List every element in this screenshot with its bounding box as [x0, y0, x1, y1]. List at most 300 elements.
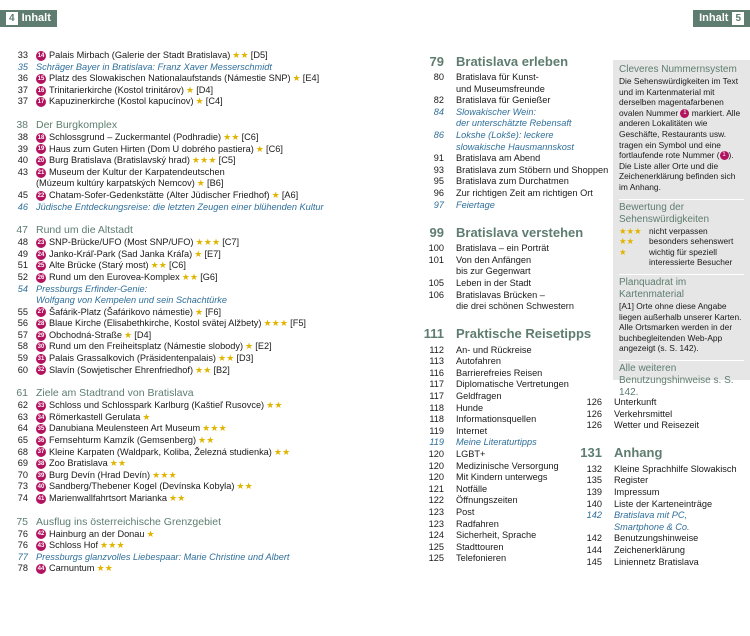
chapter-heading [10, 223, 385, 237]
grid-ref: [C6] [266, 143, 283, 154]
sight-number-pin-icon: 26 [37, 274, 45, 281]
section-page-number: 111 [423, 326, 444, 342]
rating-stars: ★★★ [100, 540, 125, 551]
rating-label: nicht verpassen [649, 225, 708, 236]
toc-entry [10, 540, 385, 552]
entry-title: Bratislava – ein Porträt [456, 243, 549, 254]
entry-title: LGBT+ [456, 449, 486, 460]
rating-stars: ★★ [195, 364, 212, 375]
entry-title: Schloss Hof [49, 540, 99, 551]
rating-stars: ★ [142, 411, 151, 422]
toc-entry [572, 545, 750, 557]
page-number: 80 [433, 72, 444, 82]
page-number: 35 [17, 61, 28, 72]
page-number: 123 [428, 507, 444, 517]
toc-entry [10, 260, 385, 272]
toc-entry [414, 290, 614, 302]
entry-title: Rund um den Freiheitsplatz (Námestie slobody) [49, 341, 244, 352]
legend-sidebar [613, 60, 750, 398]
page-number: 112 [429, 344, 444, 355]
entry-title: Barrierefreies Reisen [456, 367, 543, 378]
toc-entry [572, 475, 750, 487]
spacer [10, 376, 385, 386]
entry-title: Verkehrsmittel [614, 408, 673, 419]
rating-stars: ★ [619, 246, 627, 257]
page-number: 77 [17, 551, 28, 562]
entry-title: Notfälle [456, 483, 488, 494]
toc-entry [572, 510, 750, 522]
toc-entry [414, 188, 614, 200]
entry-title: An- und Rückreise [456, 344, 532, 355]
page-number: 120 [428, 449, 444, 460]
sight-number-pin-icon: 37 [37, 449, 45, 456]
rating-stars: ★★★ [152, 469, 177, 480]
grid-ref: [F5] [290, 318, 306, 329]
page-title-right: Inhalt [699, 12, 729, 24]
sight-number-pin-icon: 34 [37, 414, 45, 421]
entry-title: Feiertage [456, 199, 495, 210]
entry-title: Schräger Bayer in Bratislava: Franz Xaver Messerschmidt [36, 61, 272, 72]
toc-entry [414, 84, 614, 96]
rating-stars: ★ [292, 73, 301, 84]
grid-ref: [A6] [281, 189, 299, 200]
sidebar-title: Cleveres Nummernsystem [619, 64, 737, 75]
section-heading [572, 442, 750, 464]
page-tab-left [0, 10, 57, 27]
entry-title: Ziele am Stadtrand von Bratislava [36, 387, 194, 400]
page-number: 75 [16, 515, 28, 528]
page-number: 58 [17, 341, 28, 352]
chapter-heading [10, 118, 385, 132]
toc-entry [414, 142, 614, 154]
entry-title: Blaue Kirche (Elisabethkirche, Kostol svätej Alžbety) [49, 318, 262, 329]
rating-stars: ★★ [232, 50, 249, 60]
entry-title: Von den Anfängen [456, 254, 532, 265]
entry-title: Hunde [456, 402, 484, 413]
page-number: 125 [428, 541, 444, 552]
grid-ref: [E4] [302, 73, 320, 84]
page-number: 113 [429, 356, 444, 367]
page-number: 65 [17, 435, 28, 446]
sight-number-pin-icon: 17 [37, 99, 45, 106]
page-number: 59 [17, 353, 28, 364]
page-number: 74 [17, 493, 28, 503]
entry-title: Römerkastell Gerulata [49, 411, 141, 422]
toc-entry [414, 255, 614, 267]
rating-stars: ★★★ [619, 225, 642, 236]
toc-entry [414, 153, 614, 165]
entry-title: Register [614, 475, 649, 486]
entry-title: Hainburg an der Donau [49, 528, 145, 539]
toc-entry [572, 522, 750, 534]
entry-title: Leben in der Stadt [456, 277, 532, 288]
toc-entry [572, 464, 750, 476]
spacer [572, 432, 750, 442]
toc-entry [10, 50, 385, 62]
page-number: 122 [428, 495, 444, 506]
grid-ref: [D5] [250, 50, 268, 60]
spacer [10, 505, 385, 515]
entry-title: Bratislava mit PC, [614, 510, 688, 521]
entry-title: Obchodná-Straße [49, 329, 123, 340]
page-number: 48 [17, 237, 28, 248]
page-number: 140 [586, 498, 602, 509]
page-tab-right [693, 10, 750, 27]
page-number: 91 [433, 153, 444, 164]
toc-entry [10, 96, 385, 108]
entry-title: Liniennetz Bratislava [614, 556, 699, 567]
rating-stars: ★★ [273, 446, 291, 457]
page-number: 61 [16, 387, 28, 400]
entry-title: Öffnungszeiten [456, 495, 518, 506]
toc-entry [10, 284, 385, 296]
section-heading [414, 323, 614, 345]
sight-number-pin-icon: 35 [37, 426, 45, 433]
sight-number-pin-icon: 40 [37, 484, 45, 491]
more-info: Alle weiteren Benutzungshinweise s. S. 142. [619, 360, 744, 399]
spacer [414, 313, 614, 323]
page-number: 116 [429, 367, 444, 378]
entry-title: die drei schönen Schwestern [456, 301, 574, 312]
toc-entry [414, 243, 614, 255]
page-number: 37 [17, 84, 28, 95]
rating-stars: ★★★ [191, 155, 217, 166]
page-number: 142 [586, 510, 602, 521]
toc-entry [10, 167, 385, 179]
page-number: 78 [17, 563, 28, 574]
section-title: Bratislava erleben [456, 53, 569, 69]
page-number: 117 [429, 391, 444, 402]
page-number: 118 [429, 402, 444, 413]
rating-stars: ★ [124, 329, 133, 340]
grid-code: [A1] [619, 300, 634, 311]
toc-entry [414, 95, 614, 107]
sight-number-pin-icon: 32 [37, 367, 45, 374]
grid-ref: [E7] [204, 248, 221, 259]
toc-entry [10, 178, 385, 190]
page-number-left: 4 [6, 12, 18, 25]
rating-stars: ★★ [223, 131, 240, 142]
rating-stars: ★★ [266, 400, 283, 411]
page-number: 93 [433, 164, 444, 175]
page-number: 49 [17, 248, 28, 259]
entry-title: Bratislava für Genießer [456, 95, 551, 106]
grid-ref: [B6] [207, 178, 224, 189]
spacer [10, 213, 385, 223]
page-number: 139 [586, 486, 602, 497]
page-number: 37 [17, 96, 28, 107]
entry-title: Pressburgs Erfinder-Genie: [36, 283, 148, 294]
rating-stars: ★★ [168, 493, 186, 503]
grid-ref: [B2] [213, 364, 230, 375]
chapter-heading [10, 386, 385, 400]
rating-stars: ★ [271, 189, 280, 200]
entry-title: Kapuzinerkirche (Kostol kapucínov) [49, 96, 194, 107]
entry-title: Haus zum Guten Hirten (Dom U dobrého pastiera) [49, 143, 254, 154]
toc-entry [572, 420, 750, 432]
grid-ref: [C6] [241, 131, 259, 142]
rating-label: besonders sehenswert [649, 236, 734, 247]
rating-stars: ★★★ [202, 423, 227, 434]
rating-stars: ★ [196, 178, 206, 189]
grid-ref: [F6] [205, 306, 222, 317]
page-number: 101 [428, 254, 444, 265]
page-number: 45 [17, 189, 28, 200]
entry-title: Bratislava zum Stöbern und Shoppen [456, 164, 609, 175]
sight-number-pin-icon: 31 [37, 355, 45, 362]
rating-stars: ★ [146, 528, 155, 539]
toc-entry [10, 73, 385, 85]
section-title: Bratislava verstehen [456, 224, 584, 240]
sight-number-pin-icon: 15 [37, 75, 45, 82]
sight-number-pin-icon: 16 [37, 87, 45, 94]
sight-number-pin-icon: 18 [37, 134, 45, 141]
toc-entry [414, 379, 614, 391]
sight-number-pin-icon: 43 [37, 542, 45, 549]
spacer [10, 108, 385, 118]
toc-entry [10, 272, 385, 284]
page-number: 68 [17, 446, 28, 457]
toc-entry [10, 132, 385, 144]
sight-number-pin-icon: 30 [37, 344, 45, 351]
page-number: 54 [17, 283, 28, 294]
page-number: 124 [428, 530, 444, 541]
toc-entry [10, 563, 385, 575]
entry-title: SNP-Brücke/UFO (Most SNP/UFO) [49, 237, 194, 248]
toc-entry [414, 130, 614, 142]
toc-entry [10, 412, 385, 424]
toc-entry [414, 368, 614, 380]
section-page-number: 79 [429, 53, 444, 69]
rating-stars: ★★★ [263, 318, 289, 329]
toc-entry [572, 557, 750, 569]
grid-ref: [D4] [196, 84, 214, 95]
toc-entry [10, 307, 385, 319]
red-pin-icon: 1 [720, 151, 729, 160]
rating-stars: ★ [194, 248, 203, 259]
toc-entry [10, 400, 385, 412]
page-number: 47 [16, 224, 28, 237]
page-number: 76 [17, 528, 28, 539]
entry-title: Informationsquellen [456, 414, 537, 425]
page-number: 60 [17, 364, 28, 375]
entry-title: Autofahren [456, 356, 501, 367]
entry-title: Carnuntum [49, 563, 95, 574]
entry-title: Telefonieren [456, 553, 507, 564]
entry-title: Marienwallfahrtsort Marianka [49, 493, 167, 503]
toc-entry [10, 295, 385, 307]
entry-title: Zoo Bratislava [49, 458, 108, 469]
entry-title: Palais Grassalkovich (Präsidentenpalais) [49, 353, 216, 364]
entry-title: Burg Bratislava (Bratislavský hrad) [49, 155, 190, 166]
entry-title: Jüdische Entdeckungsreise: die letzten Zeugen einer blühenden Kultur [36, 201, 324, 212]
entry-title: Zeichenerklärung [614, 544, 685, 555]
section-title: Anhang [614, 445, 663, 461]
toc-entry [10, 62, 385, 74]
grid-ref: [D3] [236, 353, 254, 364]
entry-title: Bratislavas Brücken – [456, 289, 545, 300]
sidebar-text-2: markiert. Alle anderen Lokalitäten wie Geschäfte, Restaurants usw. tragen ein Symbol und eine fortlaufende rote Nummer ( [619, 107, 741, 161]
page-number: 46 [17, 201, 28, 212]
entry-title: (Múzeum kultúry karpatských Nemcov) [36, 178, 195, 189]
toc-entry [414, 72, 614, 84]
toc-entry [10, 435, 385, 447]
sight-number-pin-icon: 42 [37, 531, 45, 538]
entry-title: Platz des Slowakischen Nationalaufstands (Námestie SNP) [49, 73, 291, 84]
grid-ref: [C7] [222, 237, 240, 248]
entry-title: Fernsehturm Kamzík (Gemsenberg) [49, 435, 197, 446]
rating-stars: ★★ [619, 236, 635, 247]
entry-title: Museum der Kultur der Karpatendeutschen [49, 166, 225, 177]
sight-number-pin-icon: 28 [37, 321, 45, 328]
toc-entry [10, 190, 385, 202]
rating-stars: ★★ [198, 435, 215, 446]
entry-title: Pressburgs glanzvolles Liebespaar: Marie Christine und Albert [36, 551, 290, 562]
sight-number-pin-icon: 36 [37, 437, 45, 444]
grid-ref: [E2] [255, 341, 272, 352]
toc-entry [10, 447, 385, 459]
page-number: 43 [17, 166, 28, 177]
toc-entry [10, 144, 385, 156]
rating-legend [619, 226, 744, 268]
entry-title: Impressum [614, 486, 660, 497]
page-number: 119 [429, 437, 444, 448]
entry-title: Smartphone & Co. [614, 521, 690, 532]
entry-title: bis zur Gegenwart [456, 266, 531, 277]
rating-stars: ★ [255, 143, 265, 154]
page-number: 70 [17, 469, 28, 480]
page-number: 126 [586, 420, 602, 431]
rating-stars: ★★ [181, 271, 199, 282]
section-title: Praktische Reisetipps [456, 326, 592, 342]
toc-entry [414, 301, 614, 313]
entry-title: Mit Kindern unterwegs [456, 472, 548, 483]
page-number: 63 [17, 411, 28, 422]
page-number: 142 [586, 533, 602, 544]
entry-title: Schlossgrund – Zuckermantel (Podhradie) [49, 131, 222, 142]
entry-title: Rund um die Altstadt [36, 224, 133, 237]
page-number: 120 [428, 472, 444, 483]
page-number: 56 [17, 318, 28, 329]
page-title-left: Inhalt [21, 12, 51, 24]
entry-title: Schloss und Schlosspark Karlburg (Kaštieľ Rusovce) [49, 400, 265, 411]
page-number: 126 [586, 397, 602, 407]
page-number: 144 [586, 544, 602, 555]
entry-title: Unterkunft [614, 397, 657, 407]
sidebar-body [619, 76, 744, 193]
entry-title: Internet [456, 425, 488, 436]
entry-title: Palais Mirbach (Galerie der Stadt Bratislava) [49, 50, 231, 60]
sight-number-pin-icon: 21 [37, 169, 45, 176]
section-heading [414, 221, 614, 243]
page-number: 84 [433, 106, 444, 117]
rating-stars: ★★ [236, 481, 253, 492]
page-number: 121 [428, 483, 444, 494]
page-number: 97 [433, 199, 444, 210]
entry-title: Danubiana Meulensteen Art Museum [49, 423, 201, 434]
rating-stars: ★★ [109, 458, 127, 469]
sight-number-pin-icon: 14 [37, 52, 45, 59]
page-number: 96 [433, 187, 444, 198]
section-page-number: 131 [580, 445, 602, 461]
page-number: 40 [17, 155, 28, 166]
grid-text: Orte ohne diese Angabe liegen außerhalb unserer Karten. Alle Ortsmarken werden in der buchbegleitenden Web-App angezeigt (s. S. 142). [619, 300, 742, 354]
toc-column-3 [572, 397, 750, 568]
entry-title: Wolfgang von Kempelen und sein Schachtürke [36, 295, 228, 306]
entry-title: Kleine Sprachhilfe Slowakisch [614, 463, 737, 474]
rating-stars: ★★★ [195, 237, 221, 248]
grid-title: Planquadrat im Kartenmaterial [619, 274, 744, 301]
entry-title: Šafárik-Platz (Šafárikovo námestie) [49, 306, 193, 317]
toc-entry [10, 249, 385, 261]
sight-number-pin-icon: 24 [37, 251, 45, 258]
page-number: 132 [586, 463, 602, 474]
page-number: 86 [433, 129, 444, 140]
entry-title: Alte Brücke (Starý most) [49, 260, 149, 271]
rating-stars: ★★ [150, 260, 168, 271]
page-number: 52 [17, 271, 28, 282]
toc-entry [414, 165, 614, 177]
entry-title: Slavín (Sowjetischer Ehrenfriedhof) [49, 364, 194, 375]
grid-body [619, 301, 744, 354]
rating-title: Bewertung der Sehenswürdigkeiten [619, 199, 744, 226]
page-number-right: 5 [732, 12, 744, 25]
grid-ref: [C6] [169, 260, 186, 271]
rating-stars: ★★ [96, 563, 113, 574]
entry-title: Wetter und Reisezeit [614, 420, 700, 431]
entry-title: Diplomatische Vertretungen [456, 379, 569, 390]
sidebar-text-3: ). Die Liste aller Orte und die Zeichenerklärung befinden sich im Anhang. [619, 150, 736, 192]
entry-title: Sicherheit, Sprache [456, 530, 537, 541]
entry-title: Burg Devín (Hrad Devín) [49, 469, 151, 480]
entry-title: Kleine Karpaten (Waldpark, Koliba, Železná studienka) [49, 446, 272, 457]
sight-number-pin-icon: 38 [37, 461, 45, 468]
toc-entry [10, 470, 385, 482]
page-number: 120 [428, 460, 444, 471]
spacer [414, 211, 614, 221]
toc-entry [10, 237, 385, 249]
sight-number-pin-icon: 33 [37, 403, 45, 410]
toc-entry [414, 176, 614, 188]
sight-number-pin-icon: 20 [37, 157, 45, 164]
sight-number-pin-icon: 23 [37, 239, 45, 246]
toc-entry [10, 529, 385, 541]
page-number: 36 [17, 73, 28, 84]
toc-entry [10, 330, 385, 342]
entry-title: Bratislava zum Durchatmen [456, 176, 569, 187]
toc-entry [414, 200, 614, 212]
sight-number-pin-icon: 41 [37, 495, 45, 502]
section-page-number: 99 [429, 224, 444, 240]
entry-title: slowakische Hausmannskost [456, 141, 574, 152]
page-number: 119 [429, 425, 444, 436]
sight-number-pin-icon: 39 [37, 472, 45, 479]
toc-entry [10, 423, 385, 435]
toc-entry [572, 409, 750, 421]
entry-title: der unterschätzte Rebensaft [456, 118, 572, 129]
sight-number-pin-icon: 44 [37, 566, 45, 573]
grid-ref: [G6] [200, 271, 218, 282]
page-number: 33 [17, 50, 28, 60]
entry-title: Bratislava für Kunst- [456, 72, 539, 82]
toc-entry [10, 353, 385, 365]
page-number: 82 [433, 95, 444, 106]
page-number: 118 [429, 414, 444, 425]
page-number: 145 [586, 556, 602, 567]
page-number: 100 [428, 243, 444, 254]
rating-stars: ★ [195, 96, 204, 107]
entry-title: Janko-Kráľ-Park (Sad Janka Kráľa) [49, 248, 193, 259]
